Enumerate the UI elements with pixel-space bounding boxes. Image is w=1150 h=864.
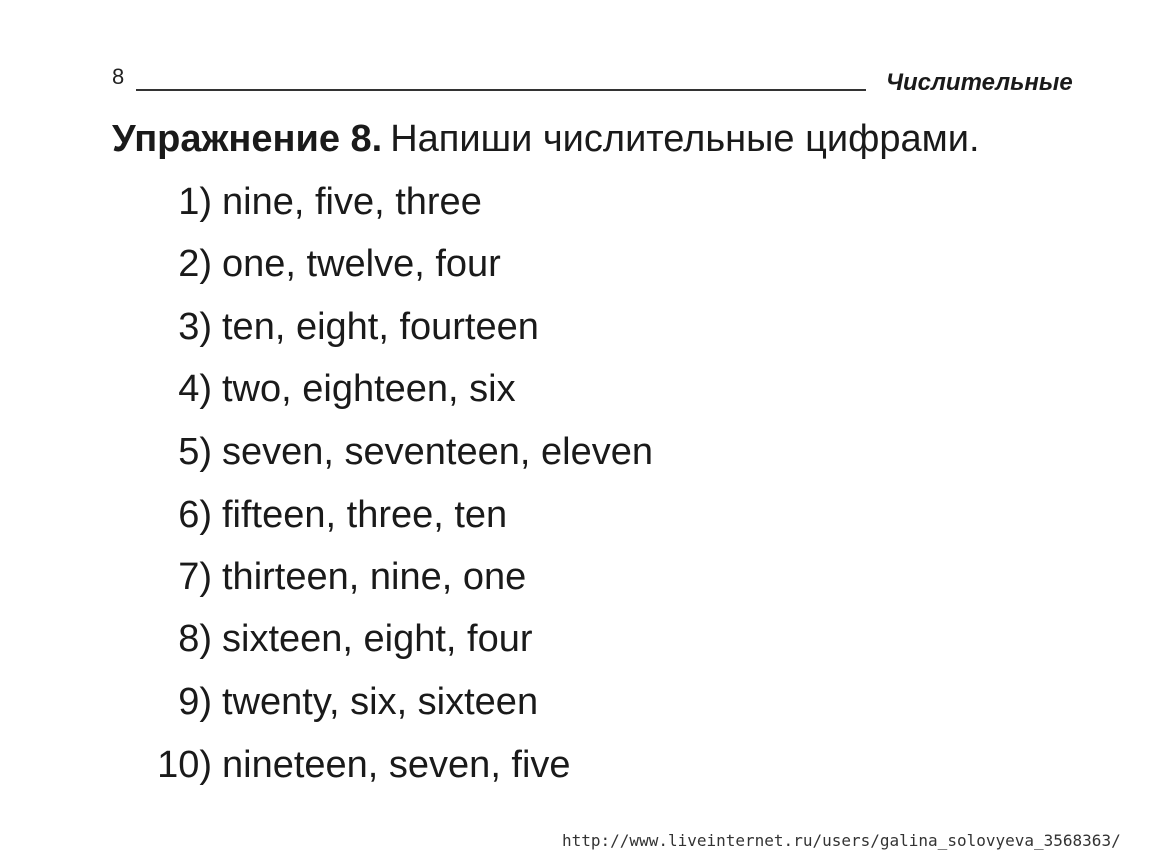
page-number: 8	[112, 64, 125, 89]
exercise-item	[0, 427, 653, 477]
item-words: thirteen, nine, one	[222, 556, 527, 598]
item-number: 5)	[178, 431, 212, 473]
item-number: 3)	[178, 306, 212, 348]
item-number: 8)	[178, 618, 212, 660]
source-url-watermark: http://www.liveinternet.ru/users/galina_solovyeva_3568363/	[562, 831, 1121, 850]
exercise-label: Упражнение 8.	[112, 118, 383, 160]
item-number: 10)	[157, 744, 212, 786]
item-words: seven, seventeen, eleven	[222, 431, 653, 473]
item-number: 9)	[178, 681, 212, 723]
section-title: Числительные	[886, 69, 1073, 96]
item-number: 4)	[178, 368, 212, 410]
item-number: 7)	[178, 556, 212, 598]
exercise-instruction: Напиши числительные цифрами.	[390, 118, 980, 160]
item-words: nine, five, three	[222, 181, 482, 223]
item-words: two, eighteen, six	[222, 368, 516, 410]
exercise-item	[0, 740, 571, 790]
item-words: one, twelve, four	[222, 243, 501, 285]
item-number: 2)	[178, 243, 212, 285]
item-words: ten, eight, fourteen	[222, 306, 539, 348]
exercise-item	[0, 302, 539, 352]
exercise-item	[0, 614, 533, 664]
exercise-item	[0, 552, 526, 602]
item-words: fifteen, three, ten	[222, 494, 508, 536]
exercise-item	[0, 677, 538, 727]
item-words: twenty, six, sixteen	[222, 681, 539, 723]
item-words: nineteen, seven, five	[222, 744, 571, 786]
item-number: 1)	[178, 181, 212, 223]
item-words: sixteen, eight, four	[222, 618, 533, 660]
exercise-item	[0, 490, 507, 540]
exercise-item	[0, 239, 501, 289]
exercise-item	[0, 177, 482, 227]
exercise-item	[0, 364, 516, 414]
item-number: 6)	[178, 494, 212, 536]
